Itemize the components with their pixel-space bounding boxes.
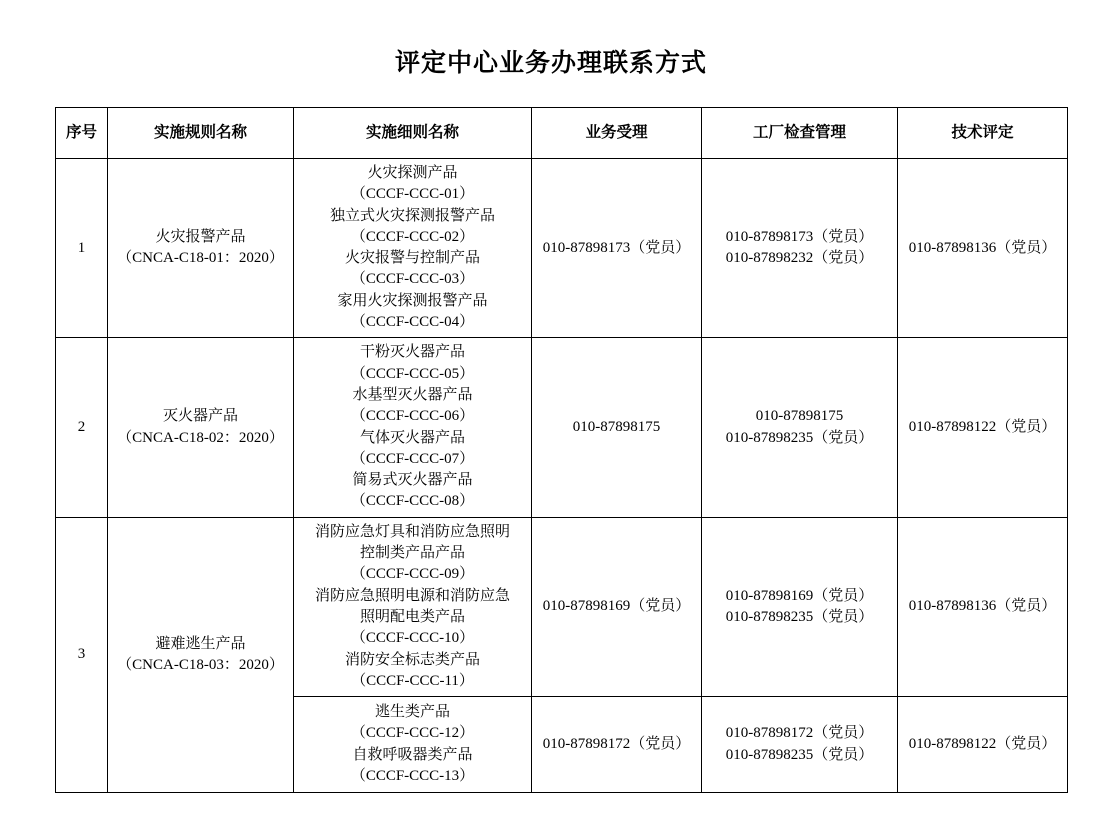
factory-inspection-contact-cell (702, 517, 898, 696)
rule-name-cell (108, 517, 294, 792)
row-number: 2 (56, 338, 108, 517)
phone-line: 010-87898169（党员） (542, 598, 691, 615)
detail-line: 消防安全标志类产品 (344, 651, 480, 668)
detail-line: 自救呼吸器类产品 (352, 746, 473, 763)
detail-line: 消防应急灯具和消防应急照明 (314, 523, 510, 540)
rule-name: 灭火器产品 (162, 408, 238, 425)
rule-name-cell (108, 159, 294, 338)
acceptance-contact-cell (532, 159, 702, 338)
detail-line: （CCCF-CCC-05） (350, 365, 475, 382)
contact-table-wrapper (55, 107, 1057, 793)
detail-name-cell (294, 517, 532, 696)
contact-table (55, 107, 1068, 793)
column-header-rule: 实施规则名称 (108, 108, 294, 159)
table-header (56, 108, 1068, 159)
detail-line: 火灾探测产品 (367, 165, 458, 181)
column-header-detail: 实施细则名称 (294, 108, 532, 159)
technical-evaluation-contact-cell (898, 697, 1068, 793)
acceptance-contact-cell (532, 517, 702, 696)
detail-name-cell (294, 697, 532, 793)
detail-line: （CCCF-CCC-07） (350, 450, 475, 467)
acceptance-contact-cell (532, 338, 702, 517)
detail-line: （CCCF-CCC-06） (350, 408, 475, 425)
detail-line: 气体灭火器产品 (359, 429, 465, 446)
page-title: 评定中心业务办理联系方式 (394, 49, 707, 77)
rule-name-cell (108, 338, 294, 517)
factory-inspection-contact-cell (702, 159, 898, 338)
detail-line: （CCCF-CCC-04） (350, 314, 475, 331)
phone-line: 010-87898232（党员） (725, 250, 874, 267)
detail-line: 控制类产品产品 (359, 545, 465, 562)
detail-line: 照明配电类产品 (359, 608, 465, 625)
rule-code: （CNCA-C18-02：2020） (117, 429, 284, 446)
phone-line: 010-87898175 (572, 418, 661, 435)
detail-line: 逃生类产品 (374, 704, 450, 721)
table-row (56, 159, 1068, 338)
rule-name: 火灾报警产品 (155, 228, 246, 245)
phone-line: 010-87898122（党员） (908, 418, 1057, 435)
detail-line: 水基型灭火器产品 (352, 386, 473, 403)
detail-line: （CCCF-CCC-11） (351, 672, 474, 689)
phone-line: 010-87898175 (755, 408, 844, 425)
phone-line: 010-87898136（党员） (908, 598, 1057, 615)
rule-name: 避难逃生产品 (155, 635, 246, 652)
phone-line: 010-87898172（党员） (542, 735, 691, 752)
detail-line: （CCCF-CCC-12） (350, 725, 475, 742)
detail-line: （CCCF-CCC-13） (350, 767, 475, 784)
factory-inspection-contact-cell (702, 697, 898, 793)
phone-line: 010-87898173（党员） (725, 228, 874, 245)
rule-code: （CNCA-C18-03：2020） (117, 656, 284, 673)
table-body (56, 159, 1068, 793)
row-number: 3 (56, 517, 108, 792)
detail-line: 火灾报警与控制产品 (344, 250, 480, 267)
detail-line: 家用火灾探测报警产品 (337, 292, 488, 309)
detail-line: （CCCF-CCC-02） (350, 228, 475, 245)
phone-line: 010-87898122（党员） (908, 735, 1057, 752)
detail-line: （CCCF-CCC-01） (350, 186, 475, 203)
detail-line: 简易式灭火器产品 (352, 472, 473, 489)
column-header-tech: 技术评定 (898, 108, 1068, 159)
table-row (56, 517, 1068, 696)
factory-inspection-contact-cell (702, 338, 898, 517)
phone-line: 010-87898173（党员） (542, 239, 691, 256)
table-header-row (56, 108, 1068, 159)
phone-line: 010-87898136（党员） (908, 239, 1057, 256)
phone-line: 010-87898169（党员） (725, 587, 874, 604)
detail-line: 独立式火灾探测报警产品 (329, 207, 495, 224)
phone-line: 010-87898235（党员） (725, 608, 874, 625)
document-page (0, 43, 1102, 823)
technical-evaluation-contact-cell (898, 338, 1068, 517)
detail-line: 消防应急照明电源和消防应急 (314, 587, 510, 604)
detail-line: （CCCF-CCC-03） (350, 271, 475, 288)
column-header-accept: 业务受理 (532, 108, 702, 159)
rule-code: （CNCA-C18-01：2020） (117, 250, 284, 267)
table-row (56, 338, 1068, 517)
acceptance-contact-cell (532, 697, 702, 793)
detail-line: 干粉灭火器产品 (359, 344, 465, 361)
detail-line: （CCCF-CCC-09） (350, 566, 475, 583)
detail-name-cell (294, 159, 532, 338)
column-header-no: 序号 (56, 108, 108, 159)
row-number: 1 (56, 159, 108, 338)
phone-line: 010-87898235（党员） (725, 746, 874, 763)
detail-line: （CCCF-CCC-08） (350, 493, 475, 510)
phone-line: 010-87898172（党员） (725, 725, 874, 742)
detail-line: （CCCF-CCC-10） (350, 630, 475, 647)
technical-evaluation-contact-cell (898, 159, 1068, 338)
detail-name-cell (294, 338, 532, 517)
column-header-factory: 工厂检查管理 (702, 108, 898, 159)
technical-evaluation-contact-cell (898, 517, 1068, 696)
phone-line: 010-87898235（党员） (725, 429, 874, 446)
